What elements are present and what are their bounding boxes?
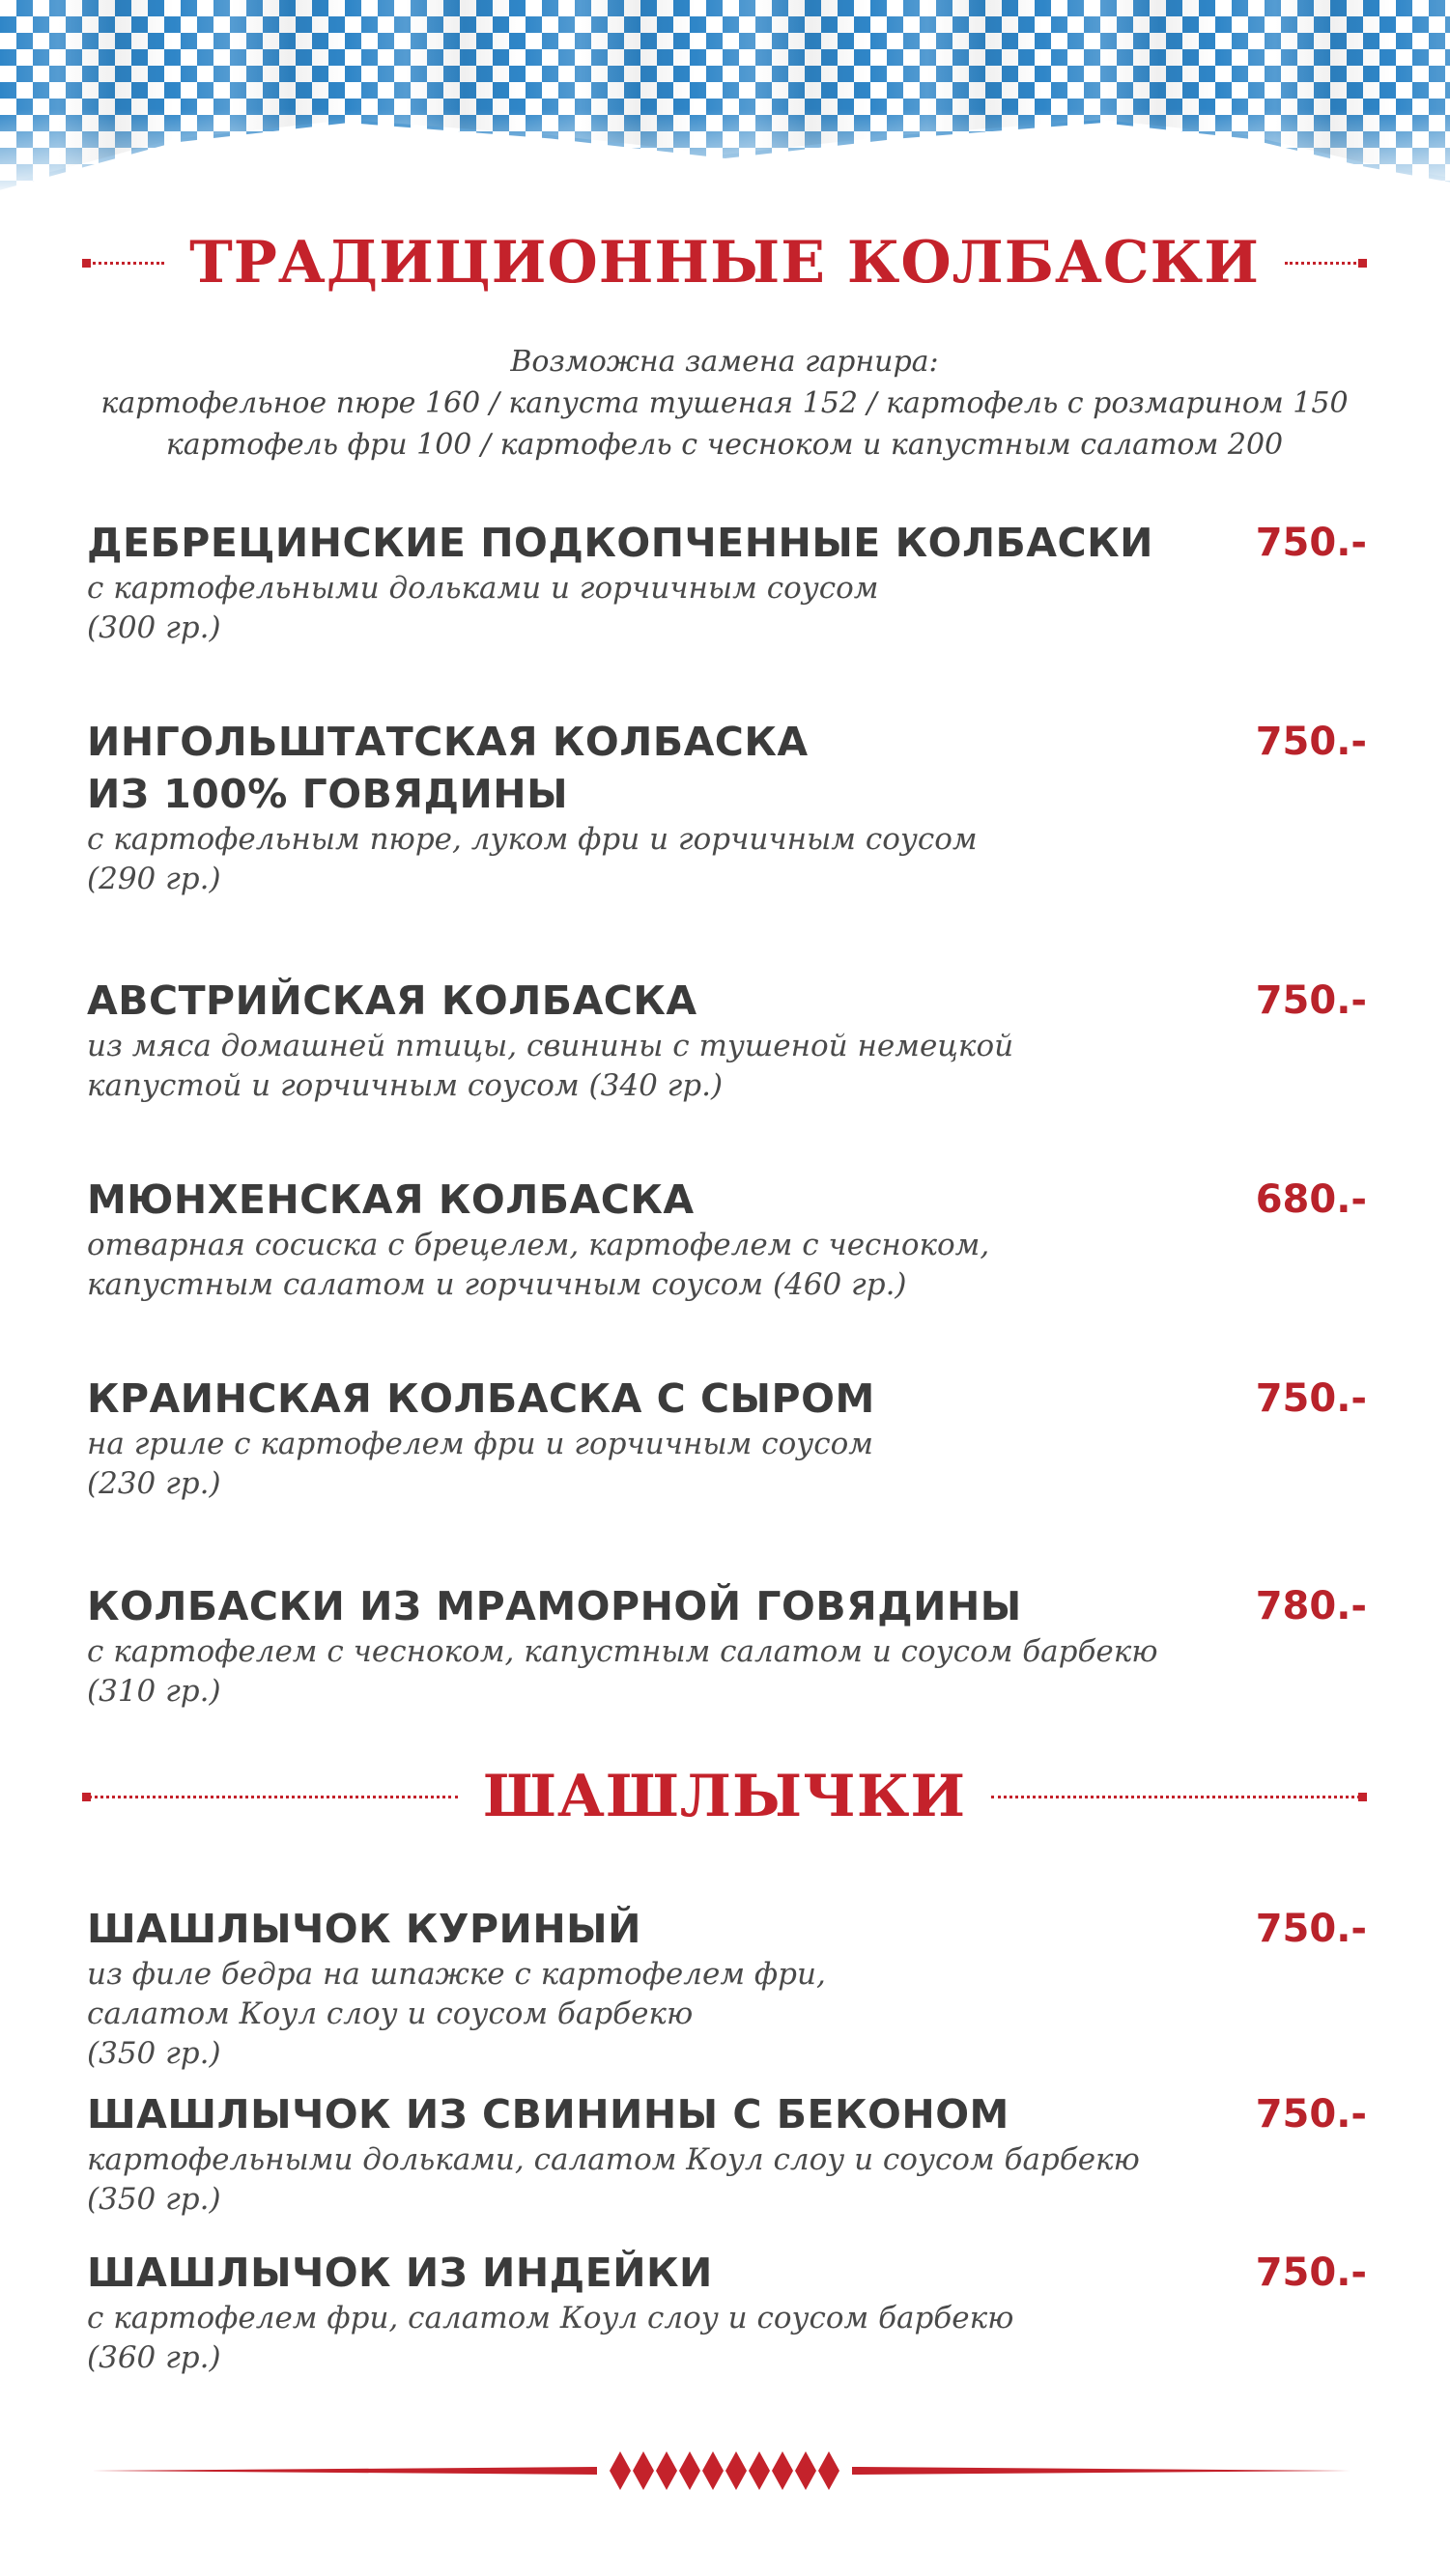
item-name: ИНГОЛЬШТАТСКАЯ КОЛБАСКА <box>87 719 809 765</box>
item-name: ШАШЛЫЧОК ИЗ ИНДЕЙКИ <box>87 2250 713 2296</box>
diamond-icon <box>725 2449 748 2493</box>
item-weight: (230 гр.) <box>87 1466 221 1501</box>
item-price: 750.- <box>1255 720 1367 764</box>
item-description-line2: салатом Коул слоу и соусом барбекю <box>87 1996 694 2031</box>
item-weight: (290 гр.) <box>87 862 221 896</box>
ornament-line-left <box>92 2467 597 2475</box>
item-description: с картофелем фри, салатом Коул слоу и соусом барбекю <box>87 2301 1014 2335</box>
item-name: ШАШЛЫЧОК ИЗ СВИНИНЫ С БЕКОНОМ <box>87 2091 1009 2137</box>
item-name: ДЕБРЕЦИНСКИЕ ПОДКОПЧЕННЫЕ КОЛБАСКИ <box>87 520 1153 566</box>
menu-item <box>87 1373 1367 1504</box>
menu-item <box>87 2247 1367 2378</box>
item-name-line2: ИЗ 100% ГОВЯДИНЫ <box>87 771 569 817</box>
note-line: Возможна замена гарнира: <box>510 345 939 379</box>
item-price: 750.- <box>1255 1376 1367 1421</box>
item-price: 780.- <box>1255 1584 1367 1628</box>
item-description: из филе бедра на шпажке с картофелем фри, <box>87 1957 826 1992</box>
item-price: 750.- <box>1255 1907 1367 1951</box>
diamond-row <box>597 2449 852 2493</box>
diamond-icon <box>701 2449 725 2493</box>
item-price: 750.- <box>1255 2250 1367 2295</box>
item-weight: (360 гр.) <box>87 2340 221 2375</box>
banner-fold-shading <box>0 0 1450 193</box>
item-description: картофельными дольками, салатом Коул слоу и соусом барбекю <box>87 2142 1140 2177</box>
item-weight: (310 гр.) <box>87 1674 221 1709</box>
item-price: 750.- <box>1255 2092 1367 2137</box>
dotted-divider-left <box>82 1796 458 1798</box>
section-title-sausages: ТРАДИЦИОННЫЕ КОЛБАСКИ <box>189 229 1260 297</box>
item-name: МЮНХЕНСКАЯ КОЛБАСКА <box>87 1176 695 1223</box>
item-name: КОЛБАСКИ ИЗ МРАМОРНОЙ ГОВЯДИНЫ <box>87 1583 1022 1629</box>
ornament-line-right <box>852 2467 1357 2475</box>
menu-item <box>87 975 1367 1106</box>
item-name: АВСТРИЙСКАЯ КОЛБАСКА <box>87 977 697 1024</box>
menu-item <box>87 716 1367 899</box>
diamond-icon <box>771 2449 794 2493</box>
menu-item <box>87 1903 1367 2074</box>
item-weight: (300 гр.) <box>87 610 221 645</box>
item-description-line2: капустой и горчичным соусом (340 гр.) <box>87 1068 724 1103</box>
item-weight: (350 гр.) <box>87 2036 221 2071</box>
item-description: с картофельными дольками и горчичным соусом <box>87 571 879 606</box>
diamond-icon <box>632 2449 655 2493</box>
item-description-line2: капустным салатом и горчичным соусом (460 гр.) <box>87 1267 907 1302</box>
item-description: с картофелем с чесноком, капустным салатом и соусом барбекю <box>87 1634 1158 1669</box>
item-description: из мяса домашней птицы, свинины с тушеной немецкой <box>87 1029 1014 1063</box>
diamond-icon <box>748 2449 771 2493</box>
side-dish-note <box>97 341 1352 466</box>
diamond-icon <box>817 2449 840 2493</box>
section-header-sausages <box>82 224 1367 301</box>
item-description: с картофельным пюре, луком фри и горчичным соусом <box>87 822 978 857</box>
menu-item <box>87 1174 1367 1305</box>
item-weight: (350 гр.) <box>87 2182 221 2217</box>
item-description: на гриле с картофелем фри и горчичным соусом <box>87 1427 873 1461</box>
dotted-divider-right <box>1285 262 1367 265</box>
item-name: КРАИНСКАЯ КОЛБАСКА С СЫРОМ <box>87 1375 875 1422</box>
menu-item <box>87 517 1367 648</box>
menu-item <box>87 2088 1367 2220</box>
section-header-skewers <box>82 1758 1367 1835</box>
note-line: картофель фри 100 / картофель с чесноком и капустным салатом 200 <box>165 428 1284 462</box>
dotted-divider-right <box>991 1796 1367 1798</box>
diamond-icon <box>678 2449 701 2493</box>
note-line: картофельное пюре 160 / капуста тушеная 152 / картофель с розмарином 150 <box>100 386 1349 420</box>
section-title-skewers: ШАШЛЫЧКИ <box>482 1763 967 1830</box>
item-price: 750.- <box>1255 978 1367 1023</box>
diamond-icon <box>794 2449 817 2493</box>
footer-ornament <box>92 2449 1357 2493</box>
item-name: ШАШЛЫЧОК КУРИНЫЙ <box>87 1906 641 1952</box>
item-price: 750.- <box>1255 521 1367 565</box>
dotted-divider-left <box>82 262 164 265</box>
item-price: 680.- <box>1255 1177 1367 1222</box>
item-description: отварная сосиска с брецелем, картофелем с чесноком, <box>87 1228 990 1262</box>
menu-item <box>87 1580 1367 1712</box>
diamond-icon <box>609 2449 632 2493</box>
diamond-icon <box>655 2449 678 2493</box>
